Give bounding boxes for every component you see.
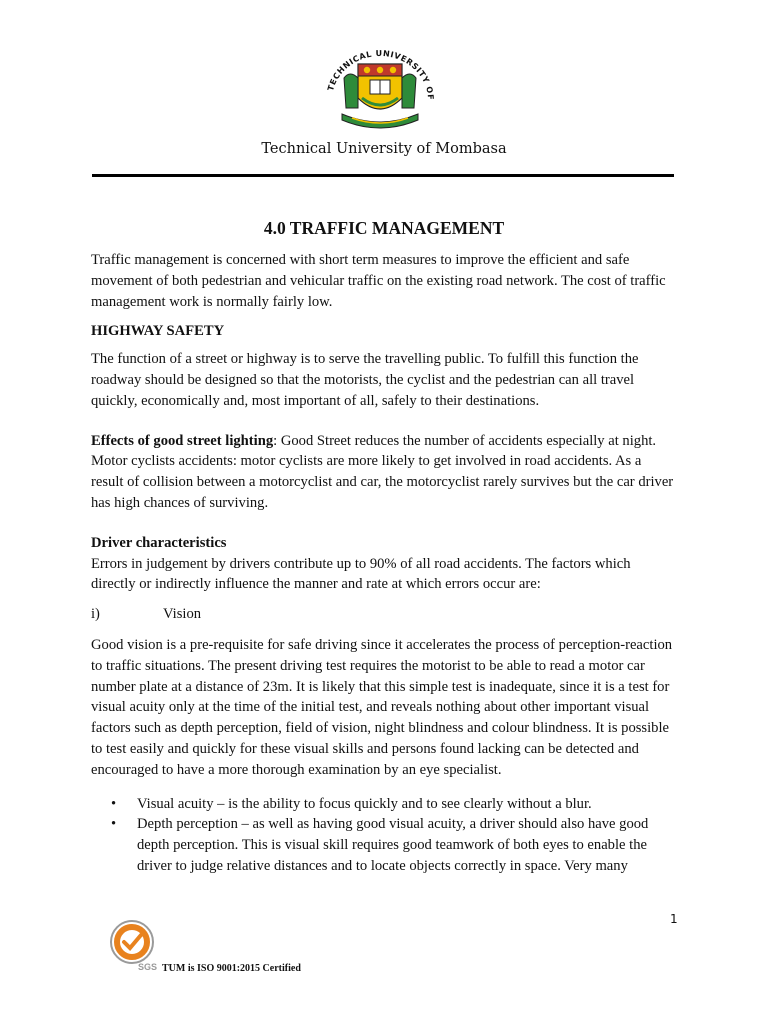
header-divider (92, 174, 674, 177)
intro-paragraph: Traffic management is concerned with short term measures to improve the efficient and safe movement of both pedestrian and vehicular traffic on the existing road network. The cost of traffic management work is normally fairly low. (91, 252, 666, 310)
list-item (111, 814, 677, 876)
driver-characteristics-paragraph: Errors in judgement by drivers contribute up to 90% of all road accidents. The factors which directly or indirectly influence the manner and rate at which errors occur are: (91, 555, 631, 593)
lighting-label: Effects of good street lighting (91, 432, 274, 449)
bullet-icon: • (111, 795, 117, 812)
vision-bullet-list (111, 794, 677, 877)
vision-title: Vision (163, 606, 202, 623)
document-body (91, 216, 677, 877)
driver-characteristics-heading: Driver characteristics (91, 534, 227, 551)
sgs-mark: SGS (138, 962, 158, 972)
page-heading: 4.0 TRAFFIC MANAGEMENT (263, 218, 505, 238)
list-item (111, 794, 677, 815)
university-logo (312, 34, 448, 138)
highway-safety-paragraph: The function of a street or highway is to serve the travelling public. To fulfill this function the roadway should be designed so that the motorists, the cyclist and the pedestrian can all travel quickly, economically and, most important of all, safely to their destinations. (91, 351, 639, 409)
logo-ring-text: TECHNICAL UNIVERSITY OF (326, 48, 436, 101)
highway-safety-heading: HIGHWAY SAFETY (91, 323, 225, 340)
lighting-paragraph (91, 431, 677, 514)
bullet-icon: • (111, 816, 117, 833)
bullet-text: Visual acuity – is the ability to focus quickly and to see clearly without a blur. (137, 795, 592, 812)
iso-certification-logo (104, 916, 164, 974)
iso-certification-text: TUM is ISO 9001:2015 Certified (162, 963, 301, 974)
university-name: Technical University of Mombasa (261, 141, 507, 157)
page-number: 1 (670, 912, 678, 926)
bullet-text: Depth perception – as well as having good visual acuity, a driver should also have good depth perception. This is visual skill requires good teamwork of both eyes to enable the driver to judge relative distances and to locate objects correctly in space. Very many (137, 816, 649, 874)
lighting-text: : Good Street reduces the number of accidents especially at night. Motor cyclists accidents: motor cyclists are more likely to get involved in road accidents. As a result of collision between a motorcyclist and car, the motorcyclist rarely survives but the car driver has high chances of surviving. (91, 432, 674, 511)
vision-number: i) (91, 606, 100, 623)
vision-paragraph: Good vision is a pre-requisite for safe driving since it accelerates the process of perception-reaction to traffic situations. The present driving test requires the motorist to be able to read a motor car number plate at a distance of 23m. It is likely that this simple test is inadequate, since it is a test for visual acuity only at the time of the initial test, and reveals nothing about other important visual factors such as depth perception, field of vision, night blindness and colour blindness. It is possible to test easily and quickly for these visual skills and persons found lacking can be detected and encouraged to have a more thorough examination by an eye specialist. (91, 636, 673, 778)
vision-item (91, 604, 677, 625)
